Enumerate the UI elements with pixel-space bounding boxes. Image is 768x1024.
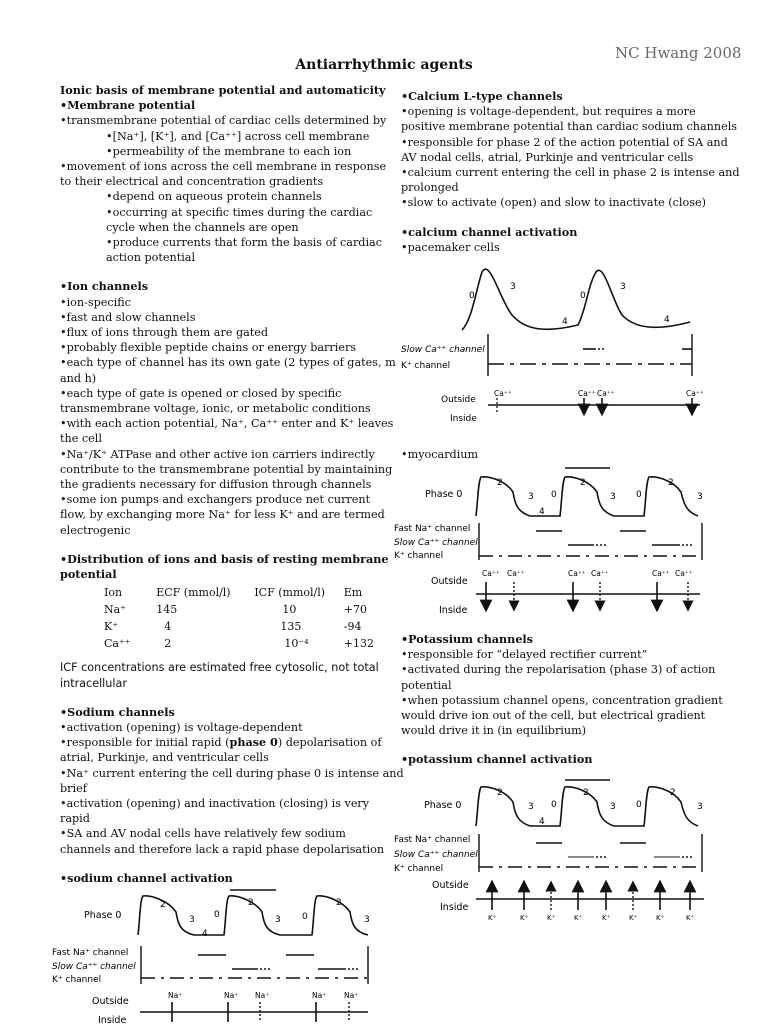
slow-ca-channel-label: Slow Ca⁺⁺ channel: [401, 345, 485, 355]
text-line: electrogenic: [60, 523, 131, 537]
text-line: brief: [60, 781, 87, 795]
na-ion-label: Na⁺: [168, 991, 183, 1000]
phase-number: 4: [562, 317, 568, 327]
text-line: •opening is voltage-dependent, but requires a more: [401, 105, 696, 119]
inside-label: Inside: [439, 605, 468, 616]
phase-number: 0: [551, 490, 557, 500]
table-cell: 2: [164, 637, 172, 651]
text-line: the cell: [60, 432, 102, 446]
table-cell: 135: [280, 620, 302, 634]
text-line: •Na⁺ current entering the cell during phase 0 is intense and: [60, 766, 404, 780]
heading-ion-distribution: •Distribution of ions and basis of resting membrane: [60, 551, 389, 566]
text-line: would drive it in (in equilibrium): [401, 724, 587, 738]
phase-label: Phase 0: [84, 910, 122, 921]
phase-0-emphasis: phase 0: [229, 735, 278, 750]
phase-number: 0: [551, 800, 557, 810]
k-ion-label: K⁺: [574, 914, 583, 922]
phase-number: 2: [336, 898, 342, 908]
ca-ion-label: Ca⁺⁺: [578, 389, 596, 398]
heading-potassium-channels: •Potassium channels: [401, 632, 533, 646]
phase-number: 2: [580, 478, 586, 488]
myocardium-diagram: [394, 468, 703, 616]
pacemaker-action-potential-trace: [462, 269, 690, 330]
ca-ion-label: Ca⁺⁺: [675, 569, 693, 578]
phase-number: 3: [189, 915, 195, 925]
text-line: •each type of channel has its own gate (2 types of gates, m: [60, 356, 396, 370]
k-ion-label: K⁺: [686, 914, 695, 922]
text-line: •transmembrane potential of cardiac cells determined by: [60, 114, 387, 128]
text-line: •slow to activate (open) and slow to inactivate (close): [401, 196, 706, 210]
pacemaker-diagram: [401, 269, 704, 424]
text-line: •some ion pumps and exchangers produce net current: [60, 493, 371, 507]
phase-number: 2: [583, 788, 589, 798]
text-line: positive membrane potential than cardiac sodium channels: [401, 120, 738, 134]
potassium-diagram: [394, 780, 704, 922]
heading-ionic-basis: Ionic basis of membrane potential and automaticity: [60, 83, 386, 97]
heading-potassium-activation: •potassium channel activation: [401, 752, 593, 767]
phase-number: 3: [697, 802, 703, 812]
table-cell: 10⁻⁴: [284, 637, 309, 651]
ca-ion-label: Ca⁺⁺: [686, 389, 704, 398]
phase-number: 3: [620, 282, 626, 292]
phase-number: 0: [214, 910, 220, 920]
phase-number: 4: [664, 315, 670, 325]
table-header: ECF (mmol/l): [156, 586, 231, 600]
slow-ca-channel-label: Slow Ca⁺⁺ channel: [52, 962, 136, 972]
text-line: rapid: [60, 812, 90, 826]
phase-number: 2: [668, 478, 674, 488]
k-ion-label: K⁺: [629, 914, 638, 922]
text-line: •with each action potential, Na⁺, Ca⁺⁺ enter and K⁺ leaves: [60, 417, 394, 431]
text-line: •calcium current entering the cell in phase 2 is intense and: [401, 166, 740, 180]
text-line: would drive ion out of the cell, but electrical gradient: [401, 709, 706, 723]
phase-number: 2: [248, 898, 254, 908]
text-line: intracellular: [60, 676, 127, 690]
ca-ion-label: Ca⁺⁺: [591, 569, 609, 578]
outside-label: Outside: [431, 576, 468, 587]
text-line: •each type of gate is opened or closed by specific: [60, 386, 342, 400]
text-line: transmembrane voltage, ionic, or metabolic conditions: [60, 402, 371, 416]
phase-number: 0: [469, 291, 475, 301]
phase-number: 4: [539, 507, 545, 517]
ca-ion-label: Ca⁺⁺: [507, 569, 525, 578]
k-ion-label: K⁺: [547, 914, 556, 922]
author-label: NC Hwang 2008: [615, 44, 742, 62]
text-line: contribute to the transmembrane potential by maintaining: [60, 462, 393, 476]
table-cell: +70: [343, 603, 367, 617]
fast-na-channel-label: Fast Na⁺ channel: [394, 835, 471, 845]
text-line: cycle when the channels are open: [106, 220, 299, 234]
phase-number: 0: [580, 291, 586, 301]
text-line: •Na⁺/K⁺ ATPase and other active ion carriers indirectly: [60, 447, 375, 461]
table-header: Em: [343, 586, 363, 600]
na-ion-label: Na⁺: [312, 991, 327, 1000]
text-line: •myocardium: [401, 448, 479, 461]
outside-label: Outside: [92, 996, 129, 1007]
slow-ca-channel-label: Slow Ca⁺⁺ channel: [394, 850, 478, 860]
k-channel-label: K⁺ channel: [52, 975, 102, 985]
k-channel-label: K⁺ channel: [394, 551, 444, 561]
heading-calcium-activation: •calcium channel activation: [401, 224, 578, 239]
heading-sodium-activation: •sodium channel activation: [60, 870, 233, 885]
text-line: •flux of ions through them are gated: [60, 326, 269, 340]
phase-number: 3: [697, 492, 703, 502]
heading-sodium-channels: •Sodium channels: [60, 704, 175, 719]
table-cell: 4: [164, 620, 172, 634]
text-line: •produce currents that form the basis of cardiac: [106, 236, 382, 250]
heading-membrane-potential: •Membrane potential: [60, 98, 196, 113]
text-line: and h): [60, 371, 97, 385]
table-cell: 145: [156, 603, 178, 617]
text-line: •probably flexible peptide chains or energy barriers: [60, 341, 357, 355]
k-efflux-arrows: [488, 886, 695, 922]
text-line: •activation (opening) and inactivation (closing) is very: [60, 796, 370, 810]
text-line: channels and therefore lack a rapid phase depolarisation: [60, 842, 385, 856]
text-line: atrial, Purkinje, and ventricular cells: [60, 751, 269, 765]
k-ion-label: K⁺: [602, 914, 611, 922]
inside-label: Inside: [440, 902, 469, 913]
phase-number: 0: [636, 800, 642, 810]
phase-number: 3: [275, 915, 281, 925]
text-line: •when potassium channel opens, concentration gradient: [401, 693, 723, 707]
ca-ion-label: Ca⁺⁺: [597, 389, 615, 398]
slow-ca-channel-label: Slow Ca⁺⁺ channel: [394, 538, 478, 548]
table-cell: 10: [282, 603, 297, 617]
text-line: potential: [401, 678, 452, 692]
phase-number: 4: [539, 817, 545, 827]
heading-ion-distribution-cont: potential: [60, 567, 117, 582]
page-title: Antiarrhythmic agents: [295, 57, 473, 73]
k-ion-label: K⁺: [656, 914, 665, 922]
phase-number: 3: [610, 492, 616, 502]
text-line: •responsible for “delayed rectifier current”: [401, 648, 648, 662]
phase-number: 2: [497, 478, 503, 488]
phase-number: 3: [610, 802, 616, 812]
table-cell: +132: [343, 637, 374, 651]
text-line: flow, by exchanging more Na⁺ for less K⁺ and are termed: [60, 508, 385, 522]
table-cell: Ca⁺⁺: [104, 637, 131, 651]
text-line: •activated during the repolarisation (phase 3) of action: [401, 663, 716, 677]
k-ion-label: K⁺: [520, 914, 529, 922]
text-line: •depend on aqueous protein channels: [106, 190, 322, 204]
table-cell: K⁺: [104, 620, 119, 634]
text-line: prolonged: [401, 181, 459, 195]
text-line: •occurring at specific times during the cardiac: [106, 205, 373, 219]
na-ion-label: Na⁺: [255, 991, 270, 1000]
table-cell: -94: [343, 620, 362, 634]
sodium-diagram: [52, 890, 370, 1024]
phase-number: 2: [160, 900, 166, 910]
text-line: •activation (opening) is voltage-dependent: [60, 720, 303, 734]
heading-ion-channels: •Ion channels: [60, 279, 149, 294]
k-channel-label: K⁺ channel: [401, 361, 451, 371]
phase-number: 2: [670, 788, 676, 798]
text-line: •movement of ions across the cell membrane in response: [60, 160, 387, 174]
phase-number: 3: [528, 802, 534, 812]
table-header: Ion: [104, 586, 123, 600]
phase-label: Phase 0: [424, 800, 462, 811]
text-line: •responsible for phase 2 of the action potential of SA and: [401, 135, 728, 149]
phase-number: 3: [510, 282, 516, 292]
text-span: •responsible for initial rapid (: [60, 736, 230, 750]
phase-number: 3: [364, 915, 370, 925]
k-ion-label: K⁺: [488, 914, 497, 922]
phase-number: 3: [528, 492, 534, 502]
na-ion-label: Na⁺: [344, 991, 359, 1000]
ca-ion-label: Ca⁺⁺: [652, 569, 670, 578]
phase-number: 2: [497, 788, 503, 798]
phase-number: 4: [202, 929, 208, 939]
myocardium-action-potential-trace: [476, 477, 698, 516]
table-header: ICF (mmol/l): [254, 586, 326, 600]
text-line: AV nodal cells, atrial, Purkinje and ventricular cells: [401, 150, 694, 164]
text-line: •ion-specific: [60, 295, 131, 309]
fast-na-channel-label: Fast Na⁺ channel: [52, 948, 129, 958]
inside-label: Inside: [98, 1015, 127, 1024]
table-cell: Na⁺: [104, 603, 126, 617]
outside-label: Outside: [441, 395, 476, 405]
heading-calcium-channels: •Calcium L-type channels: [401, 89, 563, 103]
text-line: •[Na⁺], [K⁺], and [Ca⁺⁺] across cell membrane: [106, 129, 370, 143]
fast-na-channel-label: Fast Na⁺ channel: [394, 524, 471, 534]
phase-number: 0: [302, 912, 308, 922]
text-line: action potential: [106, 251, 196, 265]
text-line: ICF concentrations are estimated free cytosolic, not total: [60, 661, 379, 675]
phase-label: Phase 0: [425, 489, 463, 500]
text-line: •pacemaker cells: [401, 240, 500, 254]
inside-label: Inside: [450, 414, 477, 424]
text-line: •fast and slow channels: [60, 310, 196, 324]
ca-ion-label: Ca⁺⁺: [482, 569, 500, 578]
phase-number: 0: [636, 490, 642, 500]
ca-ion-label: Ca⁺⁺: [494, 389, 512, 398]
text-line: •SA and AV nodal cells have relatively few sodium: [60, 827, 346, 841]
text-line: the gradients necessary for diffusion through channels: [60, 478, 372, 492]
ca-ion-label: Ca⁺⁺: [568, 569, 586, 578]
text-span: ) depolarisation of: [277, 736, 382, 750]
k-channel-label: K⁺ channel: [394, 864, 444, 874]
outside-label: Outside: [432, 880, 469, 891]
na-ion-label: Na⁺: [224, 991, 239, 1000]
text-line: •permeability of the membrane to each ion: [106, 144, 352, 158]
text-line: to their electrical and concentration gradients: [60, 175, 324, 189]
